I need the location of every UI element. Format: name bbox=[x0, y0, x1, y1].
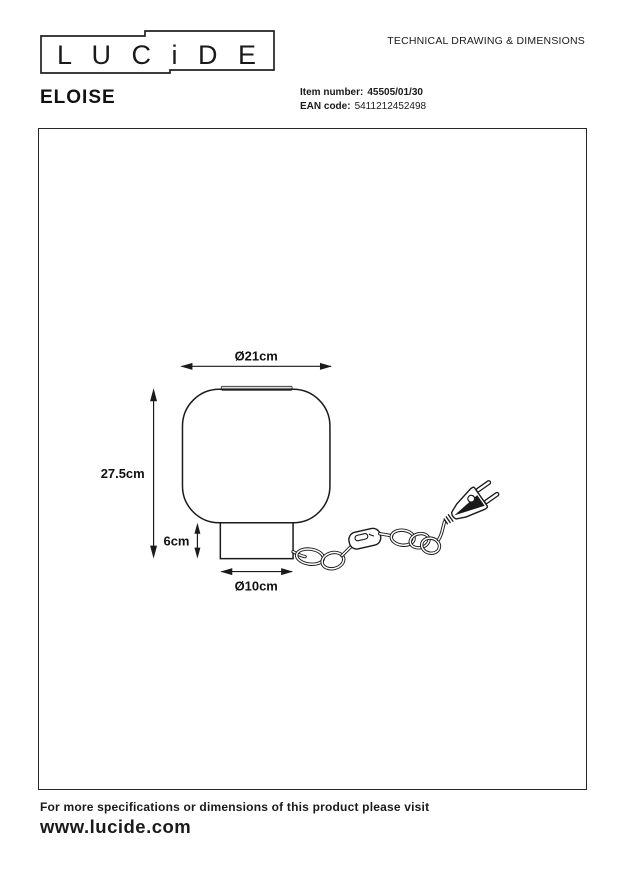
arrowhead-left bbox=[220, 568, 232, 575]
technical-drawing bbox=[39, 129, 586, 789]
product-info-block bbox=[300, 86, 426, 114]
logo-letters: L U C i D E bbox=[57, 40, 263, 70]
lucide-logo bbox=[0, 0, 300, 90]
arrowhead-left bbox=[180, 363, 192, 370]
lamp-drawing bbox=[182, 386, 329, 558]
arrowhead-down bbox=[150, 546, 157, 559]
power-cord bbox=[293, 477, 501, 571]
ean-code-value: 5411212452498 bbox=[354, 101, 427, 112]
arrowhead-up bbox=[150, 388, 157, 401]
item-number-value: 45505/01/30 bbox=[367, 87, 423, 98]
item-number-row bbox=[300, 86, 426, 100]
product-name: ELOISE bbox=[40, 87, 116, 108]
lamp-base bbox=[220, 523, 293, 559]
plug-pin bbox=[476, 480, 492, 492]
ean-code-row bbox=[300, 100, 426, 114]
dim-label-base-diameter: Ø10cm bbox=[234, 578, 278, 594]
dim-label-shade-diameter: Ø21cm bbox=[234, 348, 278, 364]
footer-note: For more specifications or dimensions of this product please visit bbox=[40, 800, 430, 814]
arrowhead-right bbox=[320, 363, 332, 370]
arrowhead-up bbox=[194, 523, 200, 534]
website-link[interactable]: www.lucide.com bbox=[40, 816, 192, 837]
dim-label-base-height: 6cm bbox=[163, 533, 190, 549]
dim-total-height bbox=[101, 388, 157, 558]
ean-code-label: EAN code: bbox=[300, 101, 351, 112]
footer bbox=[40, 800, 429, 838]
lamp-shade bbox=[182, 389, 329, 523]
document-type-title: TECHNICAL DRAWING & DIMENSIONS bbox=[387, 35, 585, 47]
dim-shade-diameter bbox=[180, 348, 331, 369]
item-number-label: Item number: bbox=[300, 87, 364, 98]
inline-switch bbox=[347, 527, 382, 551]
power-plug bbox=[439, 477, 502, 532]
plug-pin bbox=[484, 492, 500, 504]
dim-label-total-height: 27.5cm bbox=[100, 465, 145, 481]
dim-base-diameter bbox=[220, 568, 293, 593]
arrowhead-right bbox=[281, 568, 293, 575]
technical-drawing-frame bbox=[38, 128, 587, 790]
arrowhead-down bbox=[194, 548, 200, 559]
dim-base-height bbox=[164, 523, 201, 559]
